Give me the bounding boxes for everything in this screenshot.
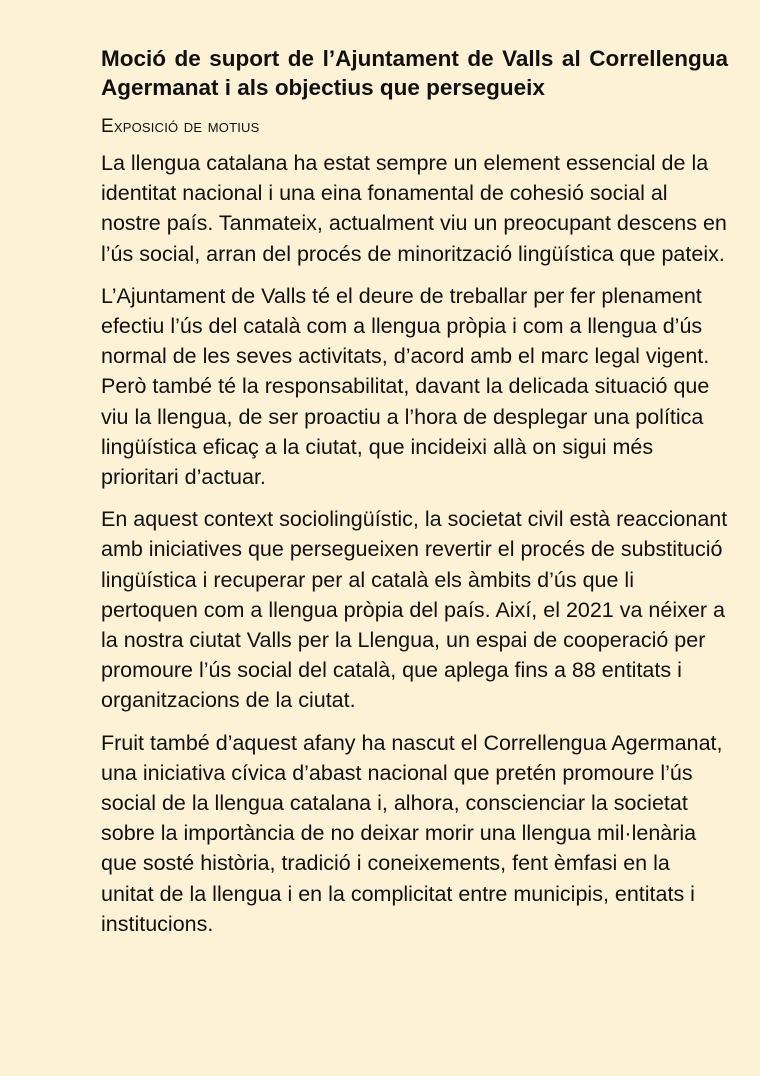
paragraph: La llengua catalana ha estat sempre un element essencial de la identitat nacional i una eina fonamental de cohesió social al nostre país. Tanmateix, actualment viu un preocupant descens en l’ús social, arran del procés de minorització lingüística que pateix. bbox=[101, 151, 727, 266]
document-title: Moció de suport de l’Ajuntament de Valls al Correllengua Agermanat i als objectius que persegueix bbox=[101, 46, 728, 100]
document-body bbox=[101, 44, 728, 951]
paragraph: L’Ajuntament de Valls té el deure de treballar per fer plenament efectiu l’ús del català com a llengua pròpia i com a llengua d’ús normal de les seves activitats, d’acord amb el marc legal vigent. Però també té la responsabilitat, davant la delicada situació que viu la llengua, de ser proactiu a l’hora de desplegar una política lingüística eficaç a la ciutat, que incideixi allà on sigui més prioritari d’actuar. bbox=[101, 283, 710, 490]
section-heading: Exposició de motius bbox=[101, 116, 260, 137]
paragraph: Fruit també d’aquest afany ha nascut el Correllengua Agermanat, una iniciativa cívica d’abast nacional que pretén promoure l’ús social de la llengua catalana i, alhora, conscienciar la societat sobre la importància de no deixar morir una llengua mil·lenària que sosté història, tradició i coneixements, fent èmfasi en la unitat de la llengua i en la complicitat entre municipis, entitats i institucions. bbox=[101, 730, 723, 936]
paragraph: En aquest context sociolingüístic, la societat civil està reaccionant amb iniciatives que persegueixen revertir el procés de substitució lingüística i recuperar per al català els àmbits d’ús que li pertoquen com a llengua pròpia del país. Així, el 2021 va néixer a la nostra ciutat Valls per la Llengua, un espai de cooperació per promoure l’ús social del català, que aplega fins a 88 entitats i organitzacions de la ciutat. bbox=[101, 507, 728, 713]
